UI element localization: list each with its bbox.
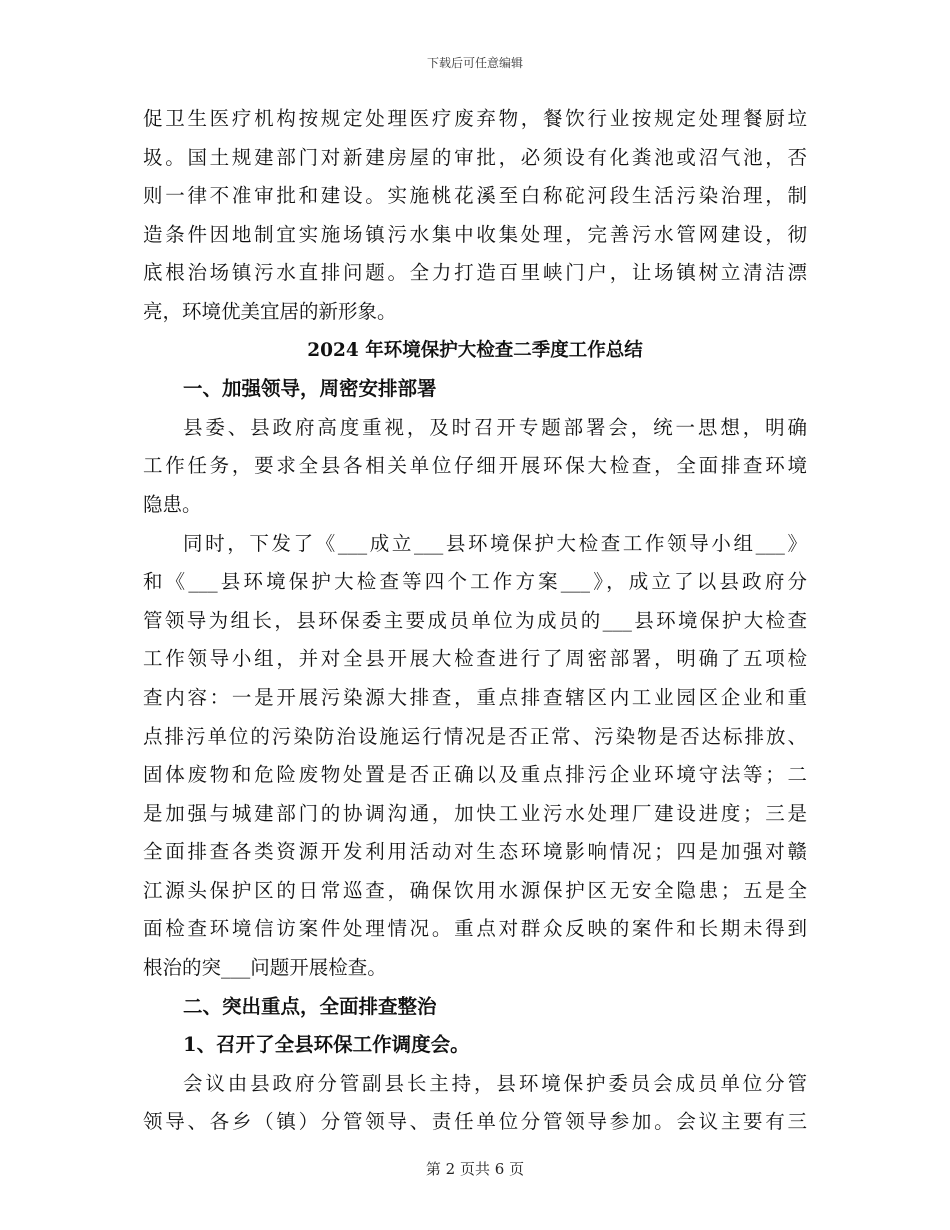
section-heading: 二、突出重点，全面排查整治	[183, 994, 437, 1018]
body-line: 亮，环境优美宜居的新形象。	[143, 299, 397, 323]
document-title: 2024 年环境保护大检查二季度工作总结	[307, 339, 643, 361]
body-line: 工作领导小组，并对全县开展大检查进行了周密部署，明确了五项检	[143, 647, 807, 671]
body-line: 隐患。	[143, 492, 202, 516]
body-line: 管领导为组长，县环保委主要成员单位为成员的___县环境保护大检查	[143, 608, 807, 632]
body-line: 则一律不准审批和建设。实施桃花溪至白称砣河段生活污染治理，制	[143, 184, 807, 208]
section-heading: 一、加强领导，周密安排部署	[183, 377, 437, 401]
body-line: 全面排查各类资源开发利用活动对生态环境影响情况；四是加强对赣	[143, 840, 807, 864]
body-line: 点排污单位的污染防治设施运行情况是否正常、污染物是否达标排放、	[143, 724, 807, 748]
body-line: 江源头保护区的日常巡查，确保饮用水源保护区无安全隐患；五是全	[143, 878, 807, 902]
body-line: 造条件因地制宜实施场镇污水集中收集处理，完善污水管网建设，彻	[143, 222, 807, 246]
body-line: 县委、县政府高度重视，及时召开专题部署会，统一思想，明确	[183, 415, 807, 439]
body-line: 面检查环境信访案件处理情况。重点对群众反映的案件和长期未得到	[143, 917, 807, 941]
body-line: 会议由县政府分管副县长主持，县环境保护委员会成员单位分管	[183, 1071, 807, 1095]
body-line: 固体废物和危险废物处置是否正确以及重点排污企业环境守法等；二	[143, 763, 807, 787]
body-line: 底根治场镇污水直排问题。全力打造百里峡门户，让场镇树立清洁漂	[143, 261, 807, 285]
body-line: 查内容：一是开展污染源大排查，重点排查辖区内工业园区企业和重	[143, 685, 807, 709]
body-line: 是加强与城建部门的协调沟通，加快工业污水处理厂建设进度；三是	[143, 801, 807, 825]
body-line: 工作任务，要求全县各相关单位仔细开展环保大检查，全面排查环境	[143, 454, 807, 478]
body-line: 同时，下发了《___成立___县环境保护大检查工作领导小组___》	[183, 531, 807, 555]
body-line: 和《___县环境保护大检查等四个工作方案___》，成立了以县政府分	[143, 570, 807, 594]
body-line: 圾。国土规建部门对新建房屋的审批，必须设有化粪池或沼气池，否	[143, 145, 807, 169]
document-body	[143, 100, 807, 1142]
body-line: 促卫生医疗机构按规定处理医疗废弃物，餐饮行业按规定处理餐厨垃	[143, 107, 807, 130]
page-header: 下载后可任意编辑	[426, 56, 523, 70]
subsection-heading: 1、召开了全县环保工作调度会。	[183, 1033, 470, 1057]
body-line: 领导、各乡（镇）分管领导、责任单位分管领导参加。会议主要有三	[143, 1110, 807, 1134]
page-footer: 第 2 页共 6 页	[425, 1160, 525, 1178]
body-line: 根治的突___问题开展检查。	[143, 956, 387, 980]
